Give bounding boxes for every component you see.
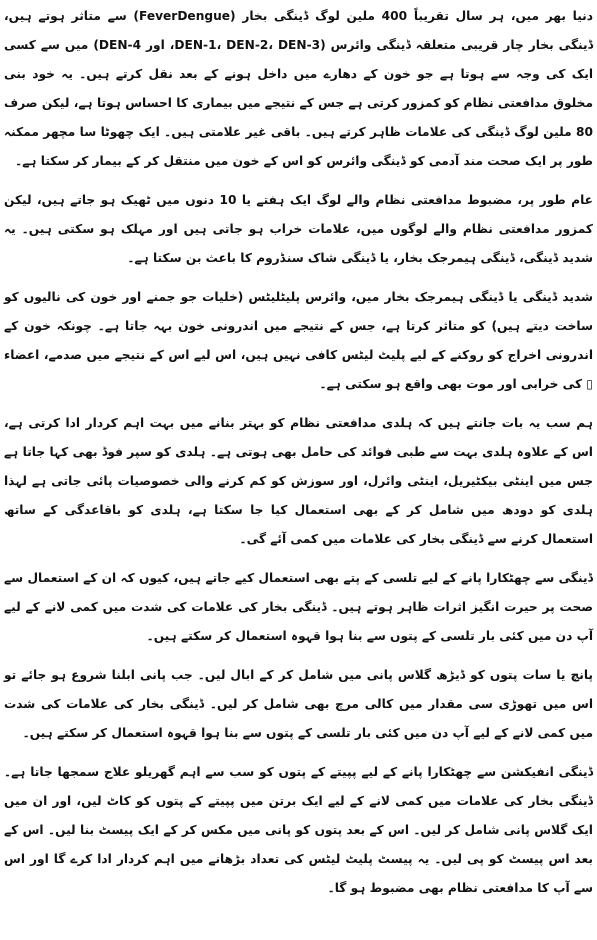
paragraph-basil-tea-recipe: پانچ یا سات پتوں کو ڈیڑھ گلاس پانی میں شامل کر کے ابال لیں۔ جب پانی ابلنا شروع ہو جائے تو اس میں تھوڑی سی مقدار میں کالی مرچ بھی شامل کر لیں۔ ڈینگی بخار کی علامات کی شدت میں کمی لانے کے لیے آپ دن میں کئی بار تلسی کے پتوں سے بنا ہوا قہوہ استعمال کر سکتے ہیں۔ (4, 668, 593, 740)
paragraph-turmeric-remedy: ہم سب یہ بات جانتے ہیں کہ ہلدی مدافعتی نظام کو بہتر بنانے میں بہت اہم کردار ادا کرتی ہے، اس کے علاوہ ہلدی بہت سے طبی فوائد کی حامل بھی ہوتی ہے۔ ہلدی کو سپر فوڈ بھی کہا جاتا ہے جس میں اینٹی بیکٹیریل، اینٹی وائرل، اور سوزش کو کم کرنے والی خصوصیات پائی جاتی ہے لہذا ہلدی کو دودھ میں شامل کر کے بھی استعمال کیا جا سکتا ہے، ہلدی کو باقاعدگی کے ساتھ استعمال کرنے سے ڈینگی بخار کی علامات میں کمی آئے گی۔ (4, 416, 593, 546)
paragraph-severe-dengue-platelets: شدید ڈینگی یا ڈینگی ہیمرجک بخار میں، وائرس پلیٹلیٹس (خلیات جو جمنے اور خون کی نالیوں کو ساخت دیتے ہیں) کو متاثر کرتا ہے، جس کے نتیجے میں اندرونی خون بہہ جاتا ہے۔ چونکہ خون کے اندرونی اخراج کو روکنے کے لیے پلیٹ لیٹس کافی نہیں ہیں، اس لیے اس کے نتیجے میں صدمے، اعضاء ▯ کی خرابی اور موت بھی واقع ہو سکتی ہے۔ (4, 290, 593, 391)
paragraph-recovery-and-severity: عام طور پر، مضبوط مدافعتی نظام والے لوگ ایک ہفتے یا 10 دنوں میں ٹھیک ہو جاتے ہیں، لیکن کمزور مدافعتی نظام والے لوگوں میں، علامات خراب ہو جاتی ہیں اور مہلک ہو سکتی ہیں۔ یہ شدید ڈینگی، ڈینگی ہیمرجک بخار، یا ڈینگی شاک سنڈروم کا باعث بن سکتا ہے۔ (4, 193, 593, 265)
paragraph-papaya-leaves: ڈینگی انفیکشن سے چھٹکارا پانے کے لیے پپیتے کے پتوں کو سب سے اہم گھریلو علاج سمجھا جاتا ہے۔ ڈینگی بخار کی علامات میں کمی لانے کے لیے ایک برتن میں پپیتے کے پتوں کو کاٹ لیں، اور ان میں ایک گلاس پانی شامل کر لیں۔ اس کے بعد پتوں کو پانی میں مکس کر کے ایک پیسٹ بنا لیں۔ اس کے بعد اس پیسٹ کو پی لیں۔ یہ پیسٹ پلیٹ لیٹس کی تعداد بڑھانے میں اہم کردار ادا کرے گا اور اس سے آپ کا مدافعتی نظام بھی مضبوط ہو گا۔ (4, 765, 593, 895)
paragraph-basil-leaves: ڈینگی سے چھٹکارا پانے کے لیے تلسی کے پتے بھی استعمال کیے جاتے ہیں، کیوں کہ ان کے استعمال سے صحت پر حیرت انگیز اثرات ظاہر ہوتے ہیں۔ ڈینگی بخار کی علامات کی شدت میں کمی لانے کے لیے آپ دن میں کئی بار تلسی کے پتوں سے بنا ہوا قہوہ استعمال کر سکتے ہیں۔ (4, 571, 593, 643)
paragraph-global-dengue-cases: دنیا بھر میں، ہر سال تقریباً 400 ملین لوگ ڈینگی بخار (FeverDengue) سے متاثر ہوتے ہیں، ڈینگی بخار چار قریبی متعلقہ ڈینگی وائرس (DEN-1، DEN-2، DEN-3، اور DEN-4) میں سے کسی ایک کی وجہ سے ہوتا ہے جو خون کے دھارے میں داخل ہونے کے بعد نقل کرتے ہیں۔ یہ خود بنی مخلوق مدافعتی نظام کو کمزور کرتی ہے جس کے نتیجے میں بیماری کا احساس ہوتا ہے، لیکن صرف 80 ملین لوگ ڈینگی کی علامات ظاہر کرتے ہیں۔ باقی غیر علامتی ہیں۔ ایک چھوٹا سا مچھر ممکنہ طور پر ایک صحت مند آدمی کو ڈینگی وائرس کو اس کے خون میں منتقل کر کے بیمار کر سکتا ہے۔ (4, 9, 594, 168)
